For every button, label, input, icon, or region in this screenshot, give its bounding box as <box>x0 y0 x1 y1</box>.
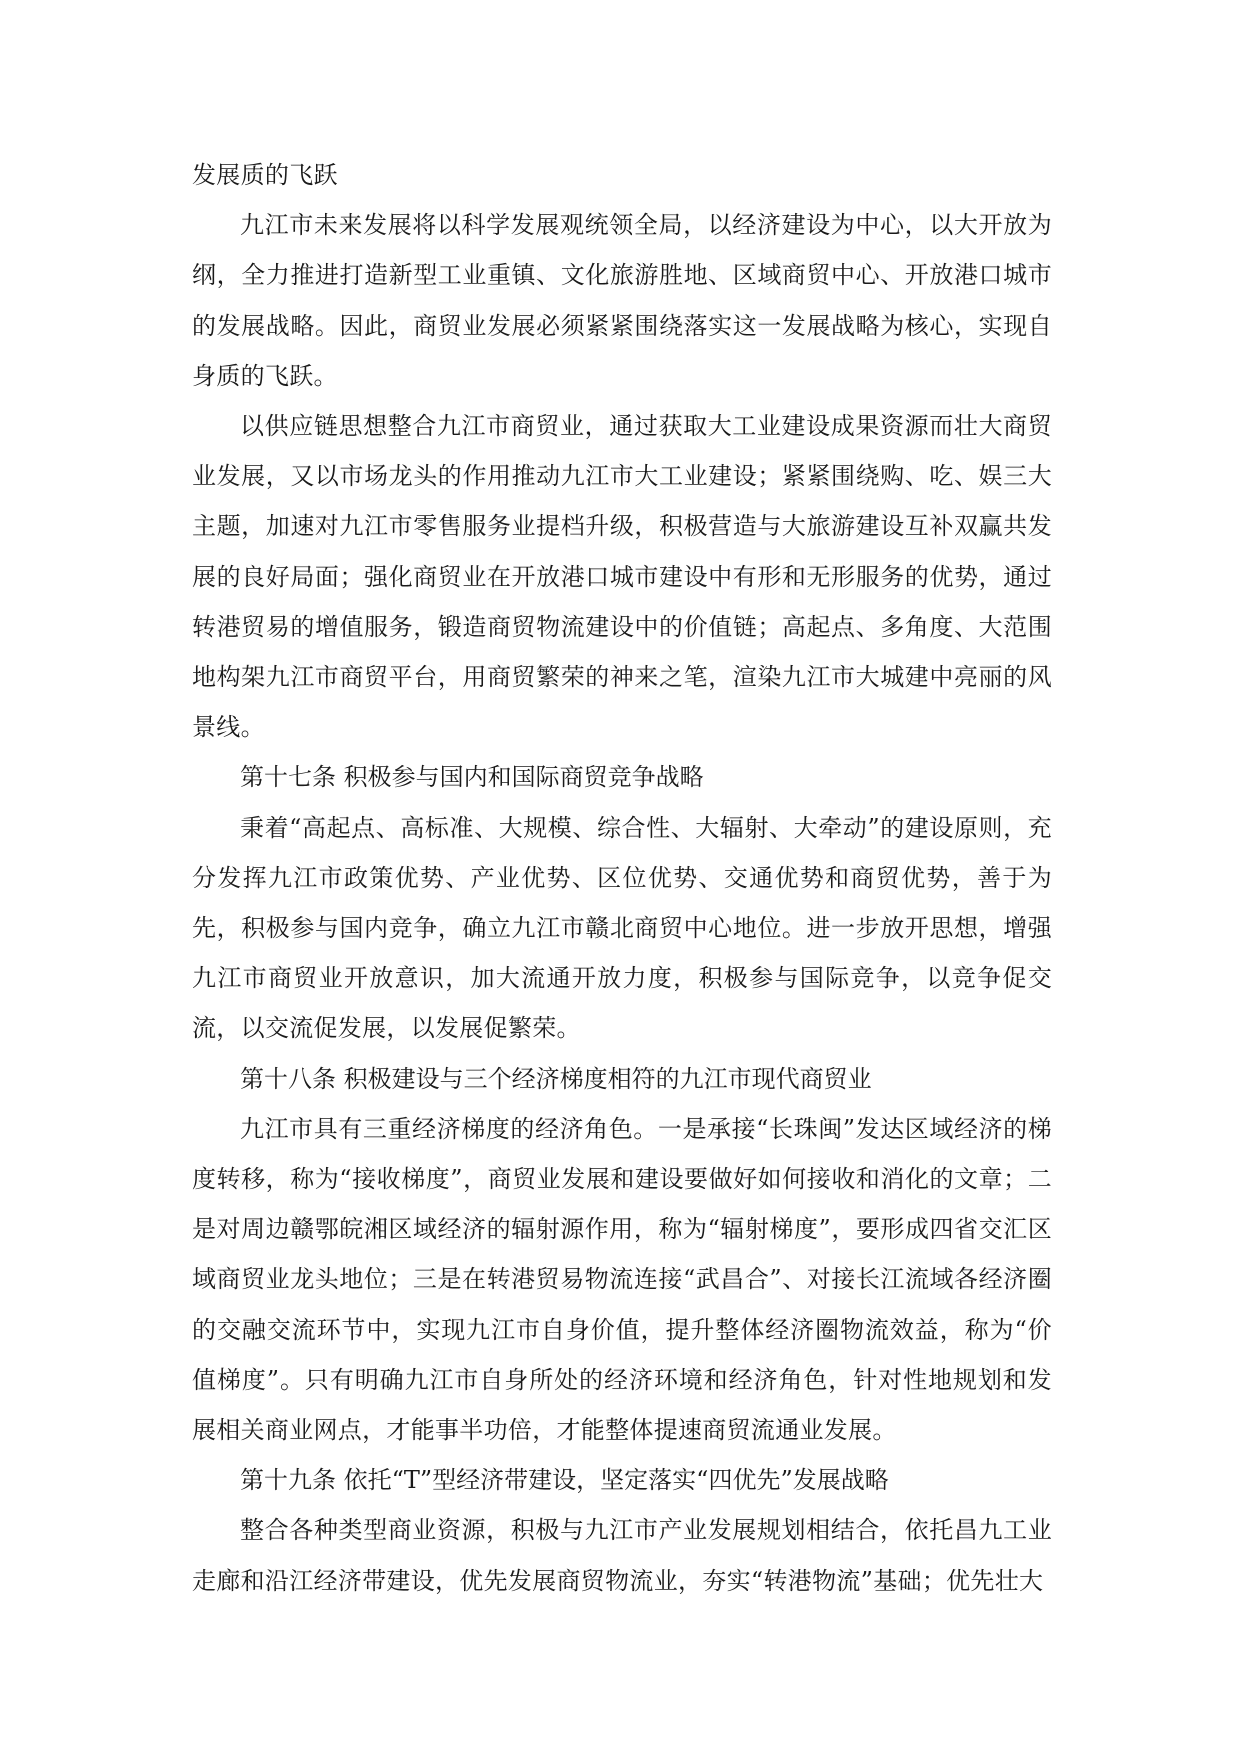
article-18-heading: 第十八条 积极建设与三个经济梯度相符的九江市现代商贸业 <box>240 1064 872 1093</box>
paragraph-resource-integration: 整合各种类型商业资源，积极与九江市产业发展规划相结合，依托昌九工业走廊和沿江经济带建设，优先发展商贸物流业，夯实“转港物流”基础；优先壮大 <box>192 1516 1052 1595</box>
document-page <box>192 150 1052 1606</box>
paragraph-competition: 秉着“高起点、高标准、大规模、综合性、大辐射、大牵动”的建设原则，充分发挥九江市政策优势、产业优势、区位优势、交通优势和商贸优势，善于为先，积极参与国内竞争，确立九江市赣北商贸中心地位。进一步放开思想，增强九江市商贸业开放意识，加大流通开放力度，积极参与国际竞争，以竞争促交流，以交流促发展，以发展促繁荣。 <box>192 813 1052 1043</box>
article-17-heading: 第十七条 积极参与国内和国际商贸竞争战略 <box>240 763 704 792</box>
paragraph-continuation: 发展质的飞跃 <box>192 161 338 189</box>
paragraph-economic-gradient: 九江市具有三重经济梯度的经济角色。一是承接“长珠闽”发达区域经济的梯度转移，称为“接收梯度”，商贸业发展和建设要做好如何接收和消化的文章；二是对周边赣鄂皖湘区域经济的辐射源作用，称为“辐射梯度”，要形成四省交汇区域商贸业龙头地位；三是在转港贸易物流连接“武昌合”、对接长江流域各经济圈的交融交流环节中，实现九江市自身价值，提升整体经济圈物流效益，称为“价值梯度”。只有明确九江市自身所处的经济环境和经济角色，针对性地规划和发展相关商业网点，才能事半功倍，才能整体提速商贸流通业发展。 <box>192 1114 1052 1445</box>
paragraph-development-strategy: 九江市未来发展将以科学发展观统领全局，以经济建设为中心，以大开放为纲，全力推进打造新型工业重镇、文化旅游胜地、区域商贸中心、开放港口城市的发展战略。因此，商贸业发展必须紧紧围绕落实这一发展战略为核心，实现自身质的飞跃。 <box>192 211 1052 390</box>
paragraph-supply-chain: 以供应链思想整合九江市商贸业，通过获取大工业建设成果资源而壮大商贸业发展，又以市场龙头的作用推动九江市大工业建设；紧紧围绕购、吃、娱三大主题，加速对九江市零售服务业提档升级，积极营造与大旅游建设互补双赢共发展的良好局面；强化商贸业在开放港口城市建设中有形和无形服务的优势，通过转港贸易的增值服务，锻造商贸物流建设中的价值链；高起点、多角度、大范围地构架九江市商贸平台，用商贸繁荣的神来之笔，渲染九江市大城建中亮丽的风景线。 <box>192 412 1052 742</box>
article-19-heading: 第十九条 依托“T”型经济带建设，坚定落实“四优先”发展战略 <box>240 1466 889 1495</box>
